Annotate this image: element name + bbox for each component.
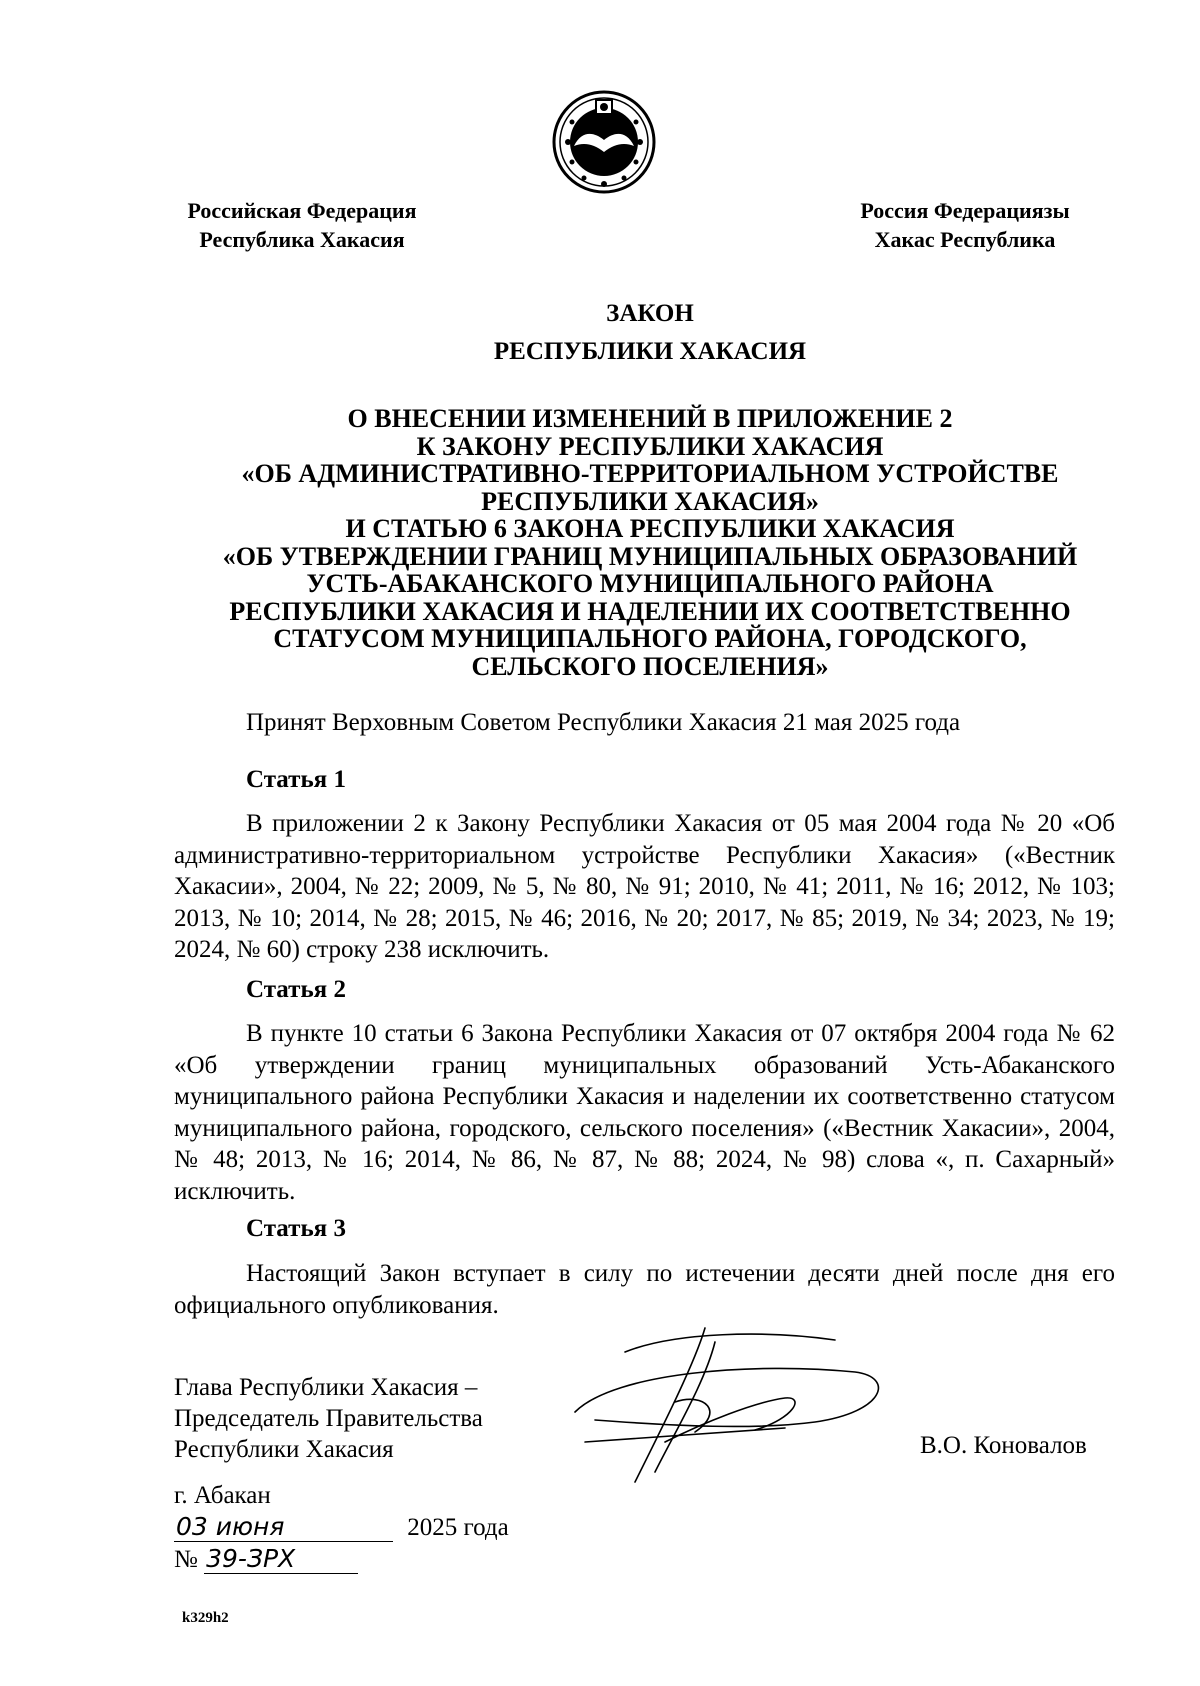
law-issuer-heading: РЕСПУБЛИКИ ХАКАСИЯ: [493, 338, 807, 365]
article-2-heading: Статья 2: [246, 976, 346, 1003]
law-title-line: РЕСПУБЛИКИ ХАКАСИЯ»: [481, 486, 819, 516]
number-prefix: №: [174, 1546, 198, 1573]
adoption-statement: Принят Верховным Советом Республики Хакасия 21 мая 2025 года: [246, 709, 961, 736]
article-3-heading: Статья 3: [246, 1215, 346, 1242]
signatory-position-line: Республики Хакасия: [174, 1436, 394, 1463]
date-year: 2025 года: [407, 1514, 509, 1541]
law-type-heading: ЗАКОН: [606, 300, 694, 327]
header-left-republic: Республика Хакасия: [199, 227, 405, 252]
handwritten-number: 39-ЗРХ: [204, 1544, 358, 1574]
article-1-text: В приложении 2 к Закону Республики Хакасия от 05 мая 2004 года № 20 «Об административно-территориальном устройстве Республики Хакасия» («Вестник Хакасии», 2004, № 22; 2009, № 5, № 80, № 91; 2010, № 41; 2011, № 16; 2012, № 103; 2013, № 10; 2014, № 28; 2015, № 46; 2016, № 20; 2017, № 85; 2019, № 34; 2023, № 19; 2024, № 60) строку 238 исключить.: [174, 810, 1115, 963]
law-title-line: СТАТУСОМ МУНИЦИПАЛЬНОГО РАЙОНА, ГОРОДСКОГО,: [273, 624, 1027, 653]
law-title-line: И СТАТЬЮ 6 ЗАКОНА РЕСПУБЛИКИ ХАКАСИЯ: [345, 514, 955, 543]
header-right-country: Россия Федерациязы: [860, 198, 1070, 223]
signatory-position-line: Председатель Правительства: [174, 1405, 483, 1432]
document-code: k329h2: [182, 1610, 229, 1626]
law-title-line: «ОБ АДМИНИСТРАТИВНО-ТЕРРИТОРИАЛЬНОМ УСТРОЙСТВЕ: [241, 459, 1059, 488]
signatory-position-line: Глава Республики Хакасия –: [174, 1374, 478, 1401]
handwritten-signature: [555, 1322, 915, 1492]
law-title-line: РЕСПУБЛИКИ ХАКАСИЯ И НАДЕЛЕНИИ ИХ СООТВЕТСТВЕННО: [229, 596, 1071, 626]
header-left-country: Российская Федерация: [187, 198, 417, 223]
signatory-position: [174, 1372, 483, 1465]
law-title-line: СЕЛЬСКОГО ПОСЕЛЕНИЯ»: [471, 651, 829, 681]
city: г. Абакан: [174, 1482, 271, 1509]
number-line: [174, 1544, 358, 1574]
article-3-text: Настоящий Закон вступает в силу по истечении десяти дней после дня его официального опубликования.: [174, 1260, 1115, 1319]
header-right-republic: Хакас Республика: [874, 227, 1056, 252]
law-title-line: О ВНЕСЕНИИ ИЗМЕНЕНИЙ В ПРИЛОЖЕНИЕ 2: [347, 404, 953, 433]
law-title-line: УСТЬ-АБАКАНСКОГО МУНИЦИПАЛЬНОГО РАЙОНА: [306, 569, 994, 598]
article-1-heading: Статья 1: [246, 766, 346, 793]
law-title-line: К ЗАКОНУ РЕСПУБЛИКИ ХАКАСИЯ: [416, 431, 884, 461]
law-title: [100, 405, 1200, 680]
law-title-line: «ОБ УТВЕРЖДЕНИИ ГРАНИЦ МУНИЦИПАЛЬНЫХ ОБРАЗОВАНИЙ: [222, 541, 1078, 571]
coat-of-arms-emblem: [550, 88, 658, 196]
date-line: [174, 1512, 509, 1542]
header-left: [172, 196, 432, 254]
header-right: [840, 196, 1090, 254]
signatory-name: В.О. Коновалов: [920, 1432, 1087, 1459]
handwritten-date: 03 июня: [174, 1512, 393, 1542]
article-2-text: В пункте 10 статьи 6 Закона Республики Хакасия от 07 октября 2004 года № 62 «Об утверждении границ муниципальных образований Усть-Абаканского муниципального района Республики Хакасия и наделении их соответственно статусом муниципального района, городского, сельского поселения» («Вестник Хакасии», 2004, № 48; 2013, № 16; 2014, № 86, № 87, № 88; 2024, № 98) слова «, п. Сахарный» исключить.: [174, 1020, 1115, 1205]
